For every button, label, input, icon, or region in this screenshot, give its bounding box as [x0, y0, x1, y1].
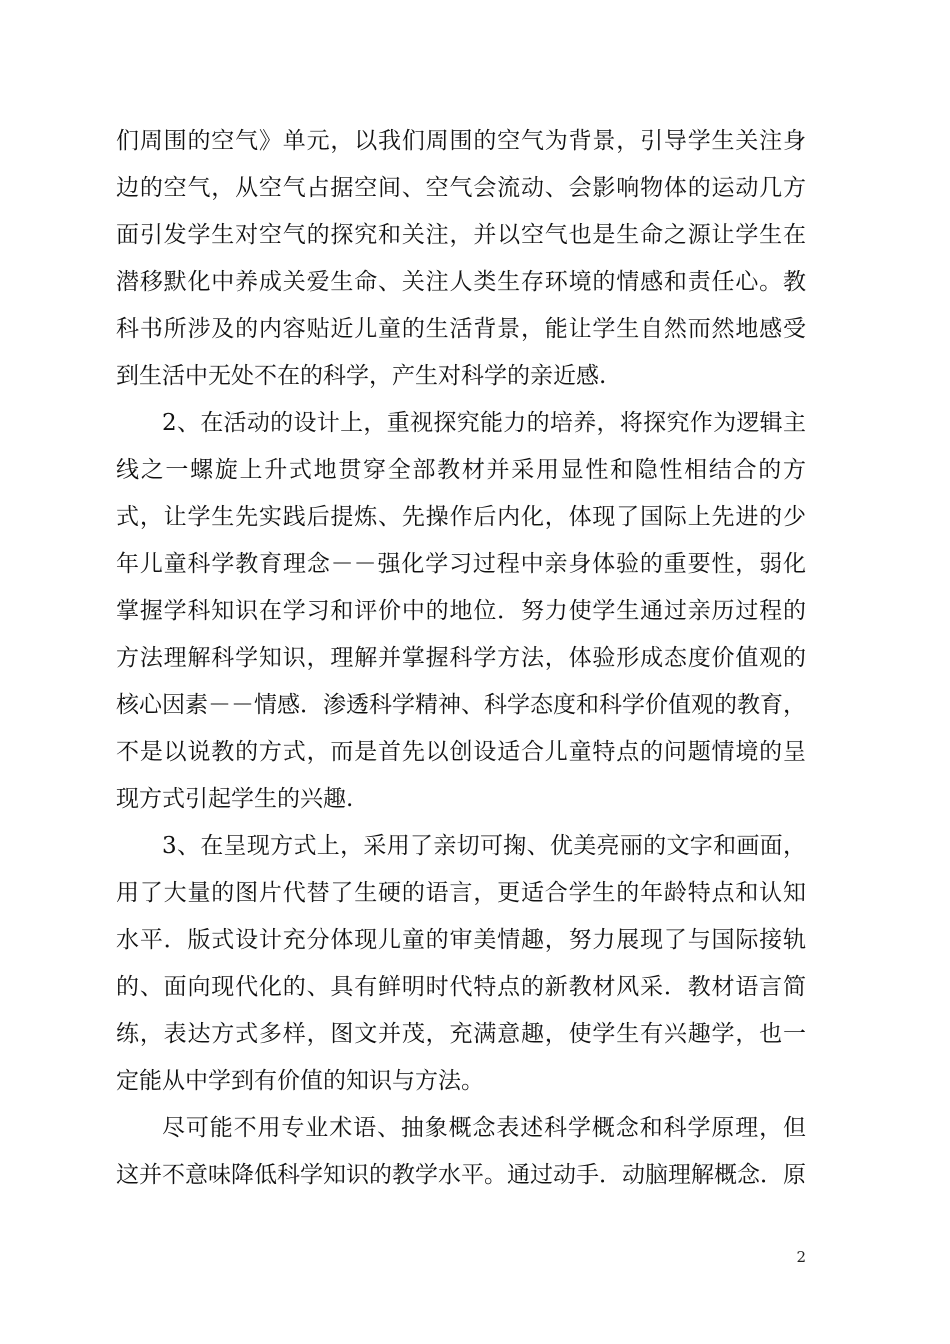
text-line: 这并不意味降低科学知识的教学水平。通过动手．动脑理解概念．原	[116, 1162, 806, 1188]
text-line: 到生活中无处不在的科学，产生对科学的亲近感.	[116, 363, 607, 389]
text-line: 2、在活动的设计上，重视探究能力的培养，将探究作为逻辑主	[162, 410, 806, 436]
paragraph	[116, 823, 806, 1105]
text-line: 3、在呈现方式上，采用了亲切可掬、优美亮丽的文字和画面，	[162, 833, 806, 859]
text-line: 的、面向现代化的、具有鲜明时代特点的新教材风采．教材语言简	[116, 974, 806, 1000]
text-line: 线之一螺旋上升式地贯穿全部教材并采用显性和隐性相结合的方	[116, 457, 806, 483]
paragraph	[116, 1105, 806, 1199]
text-line: 用了大量的图片代替了生硬的语言，更适合学生的年龄特点和认知	[116, 880, 806, 906]
text-line: 不是以说教的方式，而是首先以创设适合儿童特点的问题情境的呈	[116, 739, 806, 765]
text-line: 水平．版式设计充分体现儿童的审美情趣，努力展现了与国际接轨	[116, 927, 806, 953]
text-line: 定能从中学到有价值的知识与方法。	[116, 1068, 484, 1094]
text-line: 方法理解科学知识，理解并掌握科学方法，体验形成态度价值观的	[116, 645, 806, 671]
text-line: 们周围的空气》单元，以我们周围的空气为背景，引导学生关注身	[116, 128, 806, 154]
paragraph	[116, 400, 806, 823]
text-line: 面引发学生对空气的探究和关注，并以空气也是生命之源让学生在	[116, 222, 806, 248]
text-line: 尽可能不用专业术语、抽象概念表述科学概念和科学原理，但	[162, 1115, 806, 1141]
text-line: 现方式引起学生的兴趣.	[116, 786, 354, 812]
text-line: 潜移默化中养成关爱生命、关注人类生存环境的情感和责任心。教	[116, 269, 806, 295]
text-line: 练，表达方式多样，图文并茂，充满意趣，使学生有兴趣学，也一	[116, 1021, 806, 1047]
text-line: 核心因素－－情感．渗透科学精神、科学态度和科学价值观的教育，	[116, 692, 806, 718]
text-line: 边的空气，从空气占据空间、空气会流动、会影响物体的运动几方	[116, 175, 806, 201]
text-line: 科书所涉及的内容贴近儿童的生活背景，能让学生自然而然地感受	[116, 316, 806, 342]
text-line: 掌握学科知识在学习和评价中的地位．努力使学生通过亲历过程的	[116, 598, 806, 624]
body-text	[116, 118, 806, 1199]
paragraph	[116, 118, 806, 400]
text-line: 式，让学生先实践后提炼、先操作后内化，体现了国际上先进的少	[116, 504, 806, 530]
page-number: 2	[796, 1248, 806, 1266]
text-line: 年儿童科学教育理念－－强化学习过程中亲身体验的重要性，弱化	[116, 551, 806, 577]
